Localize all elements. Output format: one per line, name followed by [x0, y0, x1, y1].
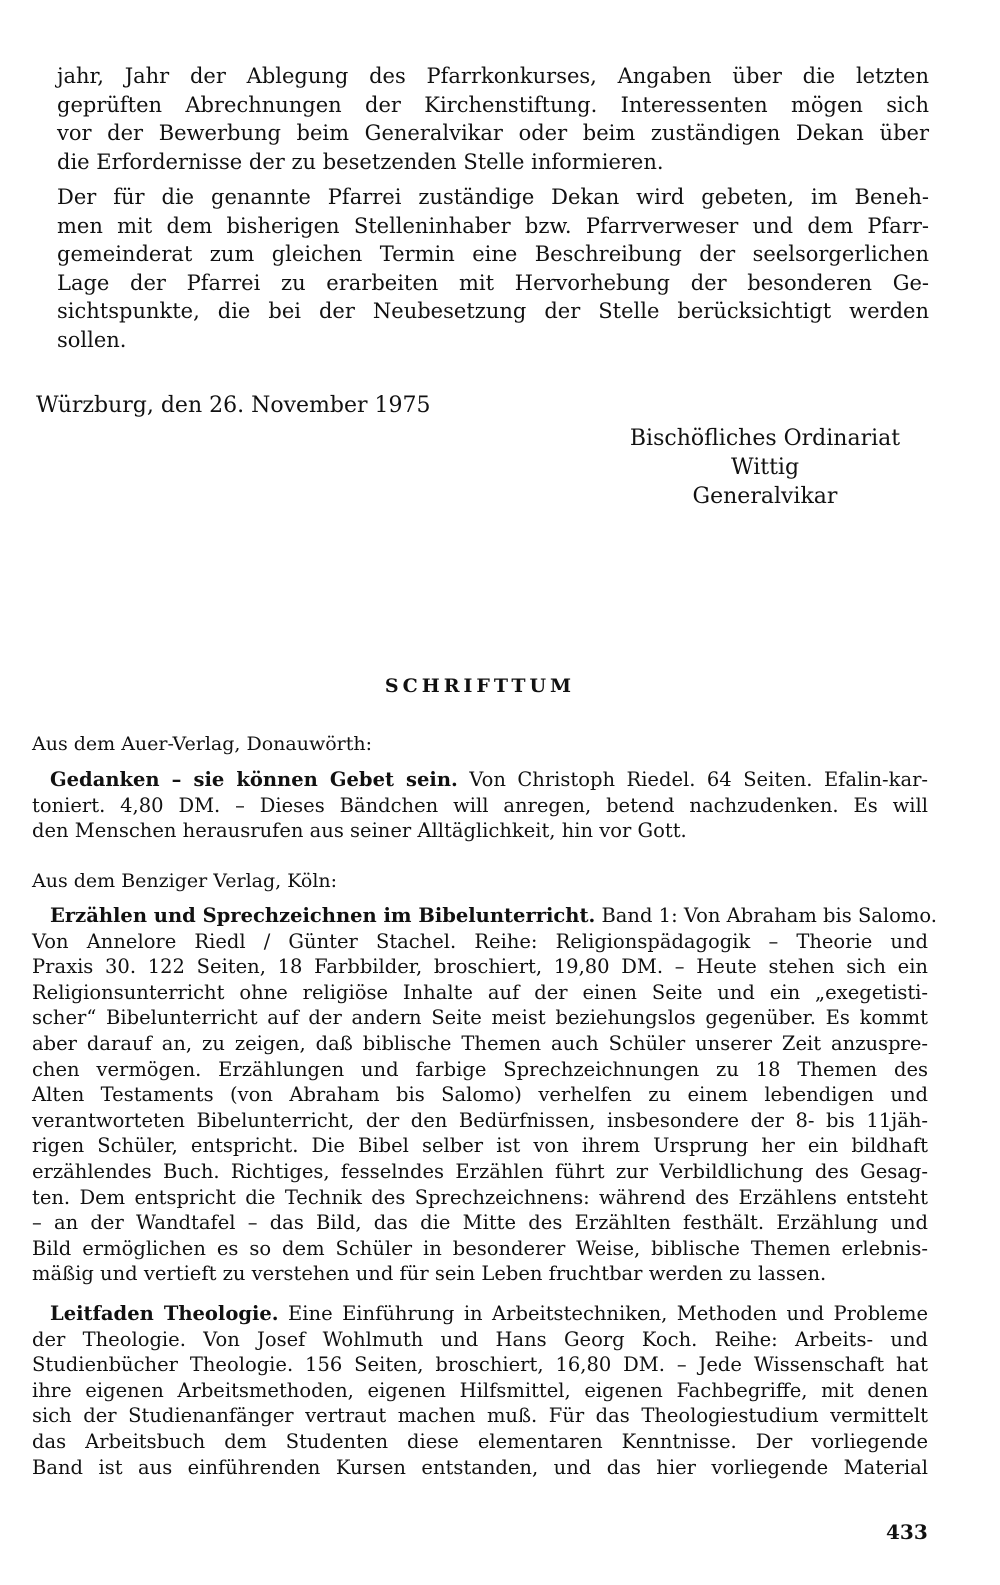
text-line: – an der Wandtafel – das Bild, das die Mitte des Erzählten festhält. Erzählung und	[32, 1211, 928, 1235]
text-line: men mit dem bisherigen Stelleninhaber bzw. Pfarrverweser und dem Pfarr-	[57, 213, 929, 238]
text-line: Band ist aus einführenden Kursen entstanden, und das hier vorliegende Material	[32, 1455, 928, 1479]
text-line: ten. Dem entspricht die Technik des Sprechzeichnens: während des Erzählens entsteht	[32, 1185, 928, 1209]
text-line: Studienbücher Theologie. 156 Seiten, broschiert, 16,80 DM. – Jede Wissenschaft hat	[32, 1353, 928, 1377]
signature-office: Bischöfliches Ordinariat	[629, 426, 901, 451]
text-line: sollen.	[57, 327, 127, 352]
publisher-heading: Aus dem Benziger Verlag, Köln:	[32, 870, 338, 892]
text-line: toniert. 4,80 DM. – Dieses Bändchen will anregen, betend nachzudenken. Es will	[32, 793, 928, 817]
text-line: mäßig und vertieft zu verstehen und für sein Leben fruchtbar werden zu lassen.	[32, 1262, 827, 1286]
text-line: die Erfordernisse der zu besetzenden Stelle informieren.	[57, 149, 664, 174]
signature-name: Wittig	[730, 455, 800, 480]
text-line: aber darauf an, zu zeigen, daß biblische Themen auch Schüler unserer Zeit anzuspre-	[32, 1031, 928, 1055]
text-line: verantworteten Bibelunterricht, der den Bedürfnissen, insbesondere der 8- bis 11jäh-	[32, 1108, 928, 1132]
text-line: den Menschen herausrufen aus seiner Alltäglichkeit, hin vor Gott.	[32, 819, 687, 843]
text-line: Lage der Pfarrei zu erarbeiten mit Hervorhebung der besonderen Ge-	[57, 270, 929, 295]
book-entry	[32, 767, 928, 844]
book-entry	[32, 903, 937, 1287]
text-line: Alten Testaments (von Abraham bis Salomo) verhelfen zu einem lebendigen und	[32, 1083, 928, 1107]
text-line: Praxis 30. 122 Seiten, 18 Farbbilder, broschiert, 19,80 DM. – Heute stehen sich ein	[32, 955, 928, 979]
text-line: scher“ Bibelunterricht auf der andern Seite meist beziehungslos gegenüber. Es kommt	[32, 1006, 928, 1030]
book-entry	[32, 1301, 928, 1480]
signature-title: Generalvikar	[692, 484, 838, 509]
intro-paragraph	[57, 62, 929, 176]
text-line: vor der Bewerbung beim Generalvikar oder beim zuständigen Dekan über	[57, 121, 929, 145]
text-line: Religionsunterricht ohne religiöse Inhalte auf der einen Seite und ein „exegetisti-	[32, 980, 928, 1004]
text-line: Von Annelore Riedl / Günter Stachel. Reihe: Religionspädagogik – Theorie und	[32, 929, 928, 953]
text-line: rigen Schüler, entspricht. Die Bibel selber ist von ihrem Ursprung her ein bildhaft	[32, 1134, 928, 1158]
book-title: Gedanken – sie können Gebet sein.	[50, 768, 458, 791]
text-line: gemeinderat zum gleichen Termin eine Beschreibung der seelsorgerlichen	[57, 242, 929, 266]
text-line: Erzählen und Sprechzeichnen im Bibelunterricht. Band 1: Von Abraham bis Salomo.	[50, 904, 937, 927]
text-line: sich der Studienanfänger vertraut machen muß. Für das Theologiestudium vermittelt	[32, 1404, 928, 1428]
text-line: Bild ermöglichen es so dem Schüler in besonderer Weise, biblische Themen erlebnis-	[32, 1236, 928, 1260]
dean-paragraph	[57, 183, 929, 354]
text-line: Leitfaden Theologie. Eine Einführung in Arbeitstechniken, Methoden und Probleme	[50, 1302, 928, 1325]
text-line: jahr, Jahr der Ablegung des Pfarrkonkurses, Angaben über die letzten	[57, 64, 929, 88]
text-line: chen vermögen. Erzählungen und farbige Sprechzeichnungen zu 18 Themen des	[32, 1057, 928, 1081]
text-line: ihre eigenen Arbeitsmethoden, eigenen Hilfsmittel, eigenen Fachbegriffe, mit denen	[32, 1378, 928, 1402]
text-line: Gedanken – sie können Gebet sein. Von Christoph Riedel. 64 Seiten. Efalin-kar-	[50, 768, 928, 791]
text-line: geprüften Abrechnungen der Kirchenstiftung. Interessenten mögen sich	[57, 92, 929, 117]
text-line: das Arbeitsbuch dem Studenten diese elementaren Kenntnisse. Der vorliegende	[32, 1429, 928, 1453]
book-title: Erzählen und Sprechzeichnen im Bibelunterricht.	[50, 904, 596, 927]
signature-block	[600, 424, 930, 511]
text-line: sichtspunkte, die bei der Neubesetzung der Stelle berücksichtigt werden	[57, 299, 929, 323]
text-line: erzählendes Buch. Richtiges, fesselndes Erzählen führt zur Verbildlichung des Gesag-	[32, 1159, 928, 1183]
place-date: Würzburg, den 26. November 1975	[36, 393, 431, 418]
page-number: 433	[886, 1520, 928, 1544]
book-title: Leitfaden Theologie.	[50, 1302, 279, 1325]
text-line: der Theologie. Von Josef Wohlmuth und Hans Georg Koch. Reihe: Arbeits- und	[32, 1327, 928, 1351]
section-heading: SCHRIFTTUM	[384, 675, 576, 697]
publisher-heading: Aus dem Auer-Verlag, Donauwörth:	[32, 733, 373, 755]
text-line: Der für die genannte Pfarrei zuständige Dekan wird gebeten, im Beneh-	[57, 185, 929, 209]
